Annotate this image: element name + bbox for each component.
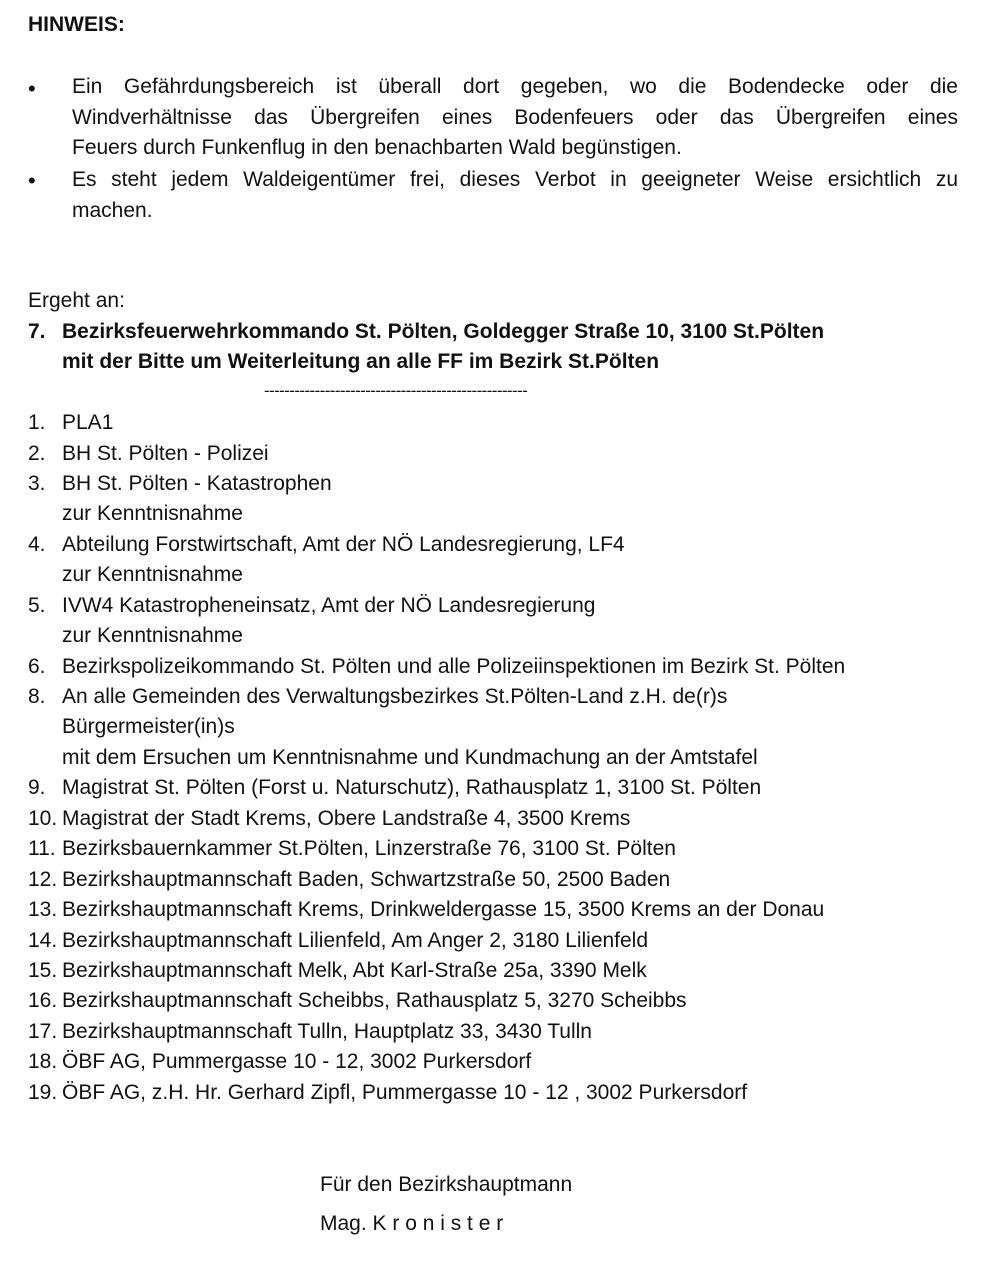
hinweis-bullet-2 xyxy=(72,165,958,226)
list-item-number: 6. xyxy=(28,655,46,678)
list-item-number: 8. xyxy=(28,685,46,708)
separator-line: ---------------------------------------------------- xyxy=(264,381,528,400)
list-item: Bezirkshauptmannschaft Scheibbs, Rathausplatz 5, 3270 Scheibbs xyxy=(62,989,687,1012)
list-item: Bezirkshauptmannschaft Baden, Schwartzstraße 50, 2500 Baden xyxy=(62,868,671,891)
list-item-number: 16. xyxy=(28,989,58,1012)
list-item-note: mit dem Ersuchen um Kenntnisnahme und Kundmachung an der Amtstafel xyxy=(62,746,758,769)
list-item-number: 10. xyxy=(28,807,58,830)
list-item: PLA1 xyxy=(62,411,114,434)
bullet-2-line-2: machen. xyxy=(72,198,153,222)
list-item-number: 19. xyxy=(28,1081,58,1104)
hinweis-bullet-1 xyxy=(72,72,958,164)
list-item: Bezirkshauptmannschaft Tulln, Hauptplatz 33, 3430 Tulln xyxy=(62,1020,592,1043)
list-item: BH St. Pölten - Katastrophen xyxy=(62,472,332,495)
list-item-number: 3. xyxy=(28,472,46,495)
list-item: An alle Gemeinden des Verwaltungsbezirkes St.Pölten-Land z.H. de(r)s xyxy=(62,685,728,708)
signature-name: Mag. K r o n i s t e r xyxy=(320,1212,504,1235)
list-item-number: 15. xyxy=(28,959,58,982)
list-item-number: 13. xyxy=(28,898,58,921)
list-item-number: 9. xyxy=(28,776,46,799)
bullet-marker: • xyxy=(28,168,36,193)
list-item: IVW4 Katastropheneinsatz, Amt der NÖ Landesregierung xyxy=(62,594,596,617)
list-item-number: 4. xyxy=(28,533,46,556)
list-item-number: 5. xyxy=(28,594,46,617)
bullet-1-line-1: Ein Gefährdungsbereich ist überall dort gegeben, wo die Bodendecke oder die xyxy=(72,75,958,98)
list-item-number: 12. xyxy=(28,868,58,891)
list-item: BH St. Pölten - Polizei xyxy=(62,442,269,465)
bullet-marker: • xyxy=(28,76,36,101)
primary-recipient-line-1: Bezirksfeuerwehrkommando St. Pölten, Goldegger Straße 10, 3100 St.Pölten xyxy=(62,320,825,343)
list-item: Bezirksbauernkammer St.Pölten, Linzerstraße 76, 3100 St. Pölten xyxy=(62,837,676,860)
list-item: ÖBF AG, z.H. Hr. Gerhard Zipfl, Pummergasse 10 - 12 , 3002 Purkersdorf xyxy=(62,1081,748,1104)
list-item: Bezirkshauptmannschaft Melk, Abt Karl-Straße 25a, 3390 Melk xyxy=(62,959,647,982)
list-item: Magistrat der Stadt Krems, Obere Landstraße 4, 3500 Krems xyxy=(62,807,631,830)
list-item-continuation: Bürgermeister(in)s xyxy=(62,715,235,738)
hinweis-heading: HINWEIS: xyxy=(28,13,125,36)
list-item-note: zur Kenntnisnahme xyxy=(62,624,243,647)
list-item-number: 11. xyxy=(28,837,56,860)
list-item-note: zur Kenntnisnahme xyxy=(62,563,243,586)
list-item: Bezirkshauptmannschaft Krems, Drinkweldergasse 15, 3500 Krems an der Donau xyxy=(62,898,825,921)
list-item: ÖBF AG, Pummergasse 10 - 12, 3002 Purkersdorf xyxy=(62,1050,532,1073)
list-item-number: 17. xyxy=(28,1020,58,1043)
list-item-number: 1. xyxy=(28,411,46,434)
bullet-1-line-2: Windverhältnisse das Übergreifen eines Bodenfeuers oder das Übergreifen eines xyxy=(72,105,958,129)
list-item-number: 18. xyxy=(28,1050,58,1073)
ergeht-an-label: Ergeht an: xyxy=(28,289,125,312)
primary-recipient-line-2: mit der Bitte um Weiterleitung an alle FF im Bezirk St.Pölten xyxy=(62,350,660,373)
bullet-2-line-1: Es steht jedem Waldeigentümer frei, dieses Verbot in geeigneter Weise ersichtlich zu xyxy=(72,168,958,191)
list-item: Bezirkspolizeikommando St. Pölten und alle Polizeiinspektionen im Bezirk St. Pölten xyxy=(62,655,846,678)
list-item-note: zur Kenntnisnahme xyxy=(62,502,243,525)
list-item-number: 2. xyxy=(28,442,46,465)
list-item: Abteilung Forstwirtschaft, Amt der NÖ Landesregierung, LF4 xyxy=(62,533,625,556)
list-item-number: 14. xyxy=(28,929,58,952)
list-item: Magistrat St. Pölten (Forst u. Naturschutz), Rathausplatz 1, 3100 St. Pölten xyxy=(62,776,762,799)
bullet-1-line-3: Feuers durch Funkenflug in den benachbarten Wald begünstigen. xyxy=(72,136,682,159)
primary-recipient-number: 7. xyxy=(28,320,46,343)
signature-role: Für den Bezirkshauptmann xyxy=(320,1173,573,1196)
list-item: Bezirkshauptmannschaft Lilienfeld, Am Anger 2, 3180 Lilienfeld xyxy=(62,929,649,952)
